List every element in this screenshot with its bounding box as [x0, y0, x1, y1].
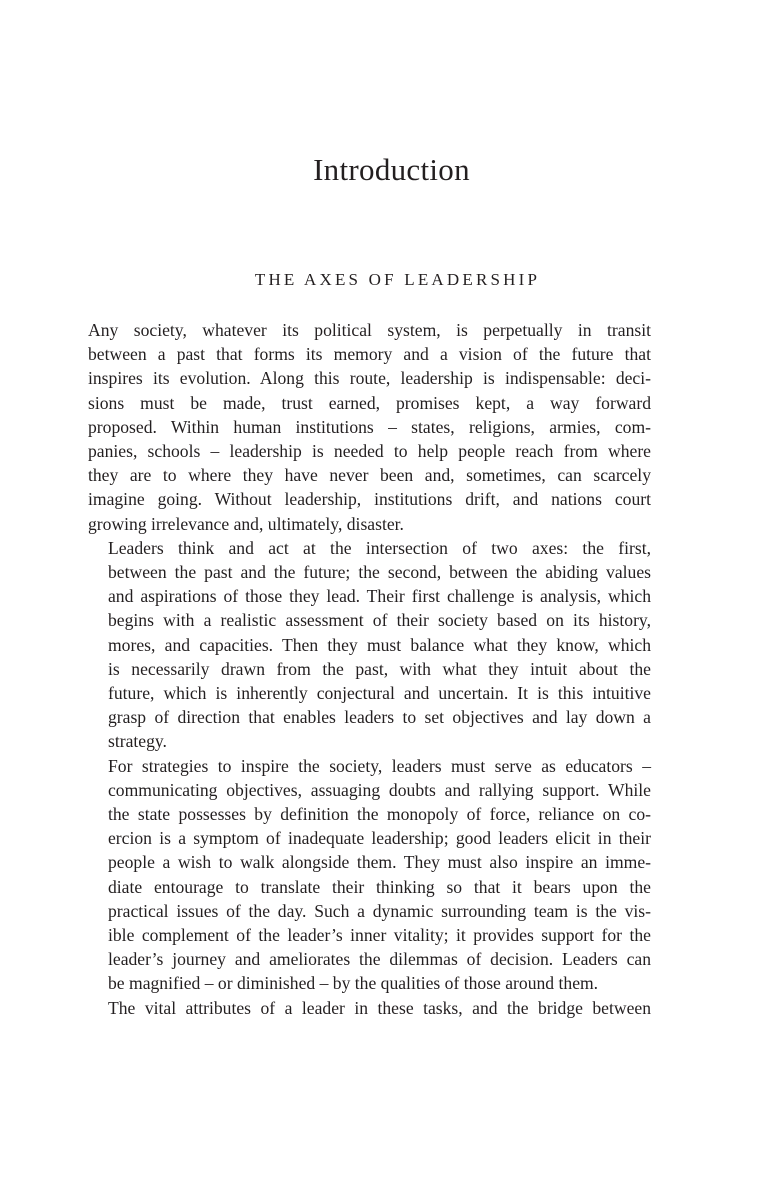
text-line: growing irrelevance and, ultimately, disaster. [88, 513, 404, 534]
body-text [88, 318, 651, 1020]
text-line: between the past and the future; the second, between the abiding values [108, 562, 651, 583]
paragraph [88, 754, 651, 996]
text-line: and aspirations of those they lead. Their first challenge is analysis, which [108, 586, 651, 607]
text-line: mores, and capacities. Then they must balance what they know, which [108, 634, 651, 655]
text-line: practical issues of the day. Such a dynamic surrounding team is the vis- [108, 900, 651, 921]
text-line: grasp of direction that enables leaders to set objectives and lay down a [108, 707, 651, 728]
text-line: proposed. Within human institutions – states, religions, armies, com- [88, 416, 651, 437]
text-line: sions must be made, trust earned, promises kept, a way forward [88, 392, 651, 413]
paragraph [88, 536, 651, 754]
text-line: is necessarily drawn from the past, with what they intuit about the [108, 658, 651, 679]
text-line: The vital attributes of a leader in these tasks, and the bridge between [108, 997, 651, 1018]
text-line: strategy. [108, 731, 167, 752]
text-line: the state possesses by definition the monopoly of force, reliance on co- [108, 804, 651, 825]
text-line: inspires its evolution. Along this route, leadership is indispensable: deci- [88, 368, 651, 389]
text-line: diate entourage to translate their thinking so that it bears upon the [108, 876, 651, 897]
text-line: Leaders think and act at the intersection of two axes: the first, [108, 537, 651, 558]
text-line: imagine going. Without leadership, institutions drift, and nations court [88, 489, 651, 510]
paragraph [88, 318, 651, 536]
text-line: leader’s journey and ameliorates the dilemmas of decision. Leaders can [108, 949, 651, 970]
chapter-title: Introduction [313, 152, 470, 187]
text-line: For strategies to inspire the society, leaders must serve as educators – [108, 755, 651, 776]
text-line: begins with a realistic assessment of their society based on its history, [108, 610, 651, 631]
text-line: panies, schools – leadership is needed to help people reach from where [88, 441, 651, 462]
text-line: people a wish to walk alongside them. They must also inspire an imme- [108, 852, 651, 873]
section-heading: THE AXES OF LEADERSHIP [254, 270, 541, 289]
paragraph [88, 996, 651, 1020]
text-line: ercion is a symptom of inadequate leadership; good leaders elicit in their [108, 828, 651, 849]
text-line: be magnified – or diminished – by the qualities of those around them. [108, 973, 599, 994]
text-line: between a past that forms its memory and a vision of the future that [88, 344, 651, 365]
text-line: communicating objectives, assuaging doubts and rallying support. While [108, 779, 651, 800]
text-line: Any society, whatever its political system, is perpetually in transit [88, 320, 651, 340]
text-line: ible complement of the leader’s inner vitality; it provides support for the [108, 925, 651, 946]
text-line: they are to where they have never been and, sometimes, can scarcely [88, 465, 651, 486]
text-line: future, which is inherently conjectural and uncertain. It is this intuitive [108, 683, 651, 704]
